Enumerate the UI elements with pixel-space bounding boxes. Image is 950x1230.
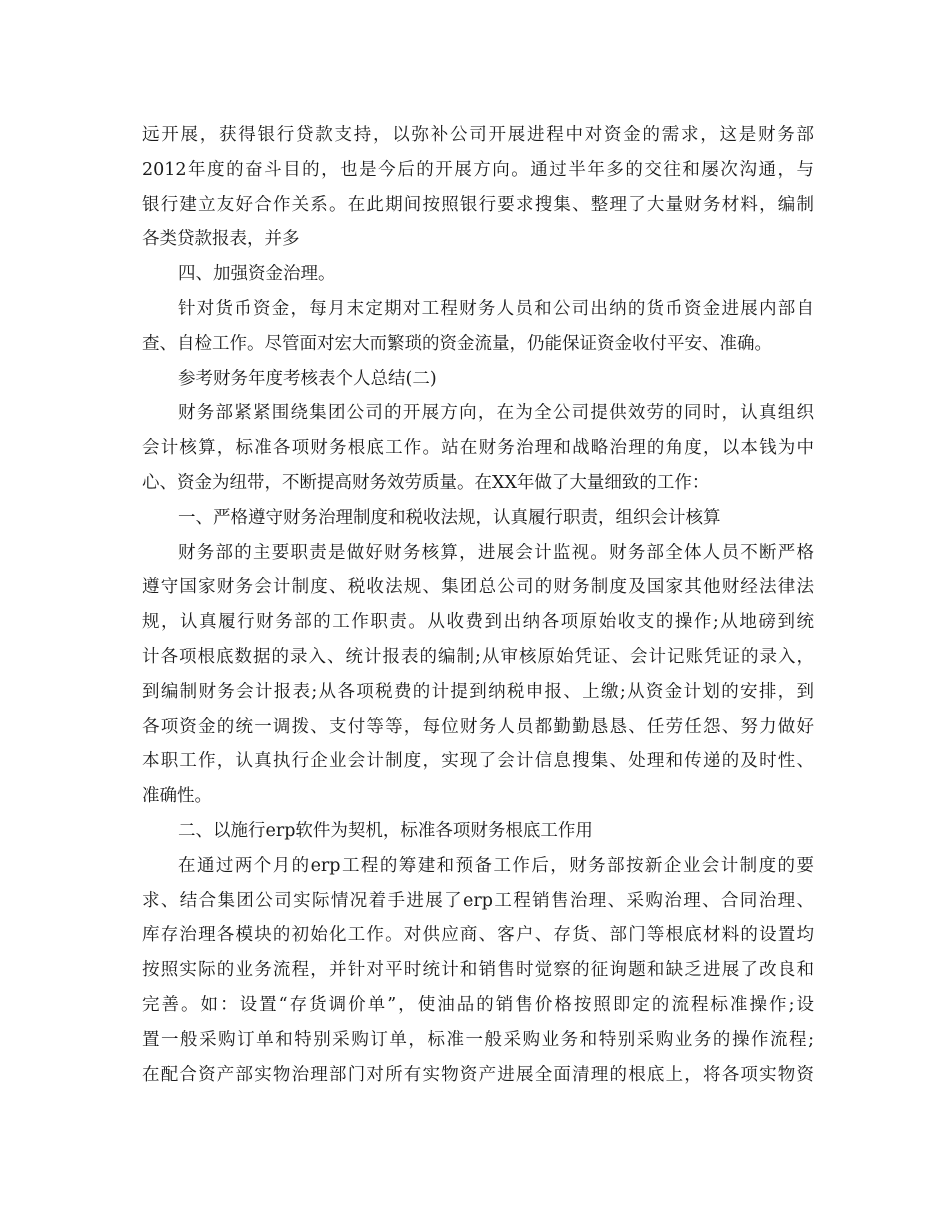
text-line: 财务部的主要职责是做好财务核算，进展会计监视。财务部全体人员不断严格 bbox=[178, 542, 814, 563]
text-line: 计各项根底数据的录入、统计报表的编制;从审核原始凭证、会计记账凭证的录入， bbox=[142, 646, 814, 667]
text-line: 库存治理各模块的初始化工作。对供应商、客户、存货、部门等根底材料的设置均 bbox=[142, 925, 814, 946]
text-line: 一、严格遵守财务治理制度和税收法规，认真履行职责，组织会计核算 bbox=[178, 507, 721, 528]
text-line: 置一般采购订单和特别采购订单，标准一般采购业务和特别采购业务的操作流程; bbox=[142, 1029, 814, 1050]
text-line: 会计核算，标准各项财务根底工作。站在财务治理和战略治理的角度，以本钱为中 bbox=[142, 438, 814, 459]
text-line: 远开展，获得银行贷款支持，以弥补公司开展进程中对资金的需求，这是财务部 bbox=[142, 125, 814, 145]
text-line: 在通过两个月的erp工程的筹建和预备工作后，财务部按新企业会计制度的要 bbox=[178, 855, 814, 876]
text-line: 针对货币资金，每月末定期对工程财务人员和公司出纳的货币资金进展内部自 bbox=[178, 298, 814, 319]
text-line: 心、资金为纽带，不断提高财务效劳质量。在XX年做了大量细致的工作： bbox=[142, 472, 710, 493]
text-line: 本职工作，认真执行企业会计制度，实现了会计信息搜集、处理和传递的及时性、 bbox=[142, 751, 814, 772]
text-line: 到编制财务会计报表;从各项税费的计提到纳税申报、上缴;从资金计划的安排，到 bbox=[142, 681, 814, 702]
text-line: 二、以施行erp软件为契机，标准各项财务根底工作用 bbox=[178, 820, 593, 841]
text-line: 2012年度的奋斗目的，也是今后的开展方向。通过半年多的交往和屡次沟通，与 bbox=[142, 159, 814, 180]
text-line: 财务部紧紧围绕集团公司的开展方向，在为全公司提供效劳的同时，认真组织 bbox=[178, 403, 814, 424]
text-line: 完善。如：设置“存货调价单”，使油品的销售价格按照即定的流程标准操作;设 bbox=[142, 994, 814, 1015]
text-line: 查、自检工作。尽管面对宏大而繁琐的资金流量，仍能保证资金收付平安、准确。 bbox=[142, 333, 772, 354]
text-line: 求、结合集团公司实际情况着手进展了erp工程销售治理、采购治理、合同治理、 bbox=[142, 890, 814, 911]
text-line: 规，认真履行财务部的工作职责。从收费到出纳各项原始收支的操作;从地磅到统 bbox=[142, 612, 814, 633]
text-line: 遵守国家财务会计制度、税收法规、集团总公司的财务制度及国家其他财经法律法 bbox=[142, 577, 814, 598]
text-line: 按照实际的业务流程，并针对平时统计和销售时觉察的征询题和缺乏进展了改良和 bbox=[142, 960, 814, 981]
text-line: 参考财务年度考核表个人总结(二) bbox=[178, 368, 437, 389]
text-line: 各项资金的统一调拨、支付等等，每位财务人员都勤勤恳恳、任劳任怨、努力做好 bbox=[142, 716, 814, 737]
document-body bbox=[142, 118, 814, 1092]
text-line: 准确性。 bbox=[142, 786, 212, 807]
text-line: 在配合资产部实物治理部门对所有实物资产进展全面清理的根底上，将各项实物资 bbox=[142, 1064, 814, 1085]
text-line: 四、加强资金治理。 bbox=[178, 264, 336, 285]
text-line: 各类贷款报表，并多 bbox=[142, 229, 300, 250]
text-line: 银行建立友好合作关系。在此期间按照银行要求搜集、整理了大量财务材料，编制 bbox=[142, 194, 814, 215]
